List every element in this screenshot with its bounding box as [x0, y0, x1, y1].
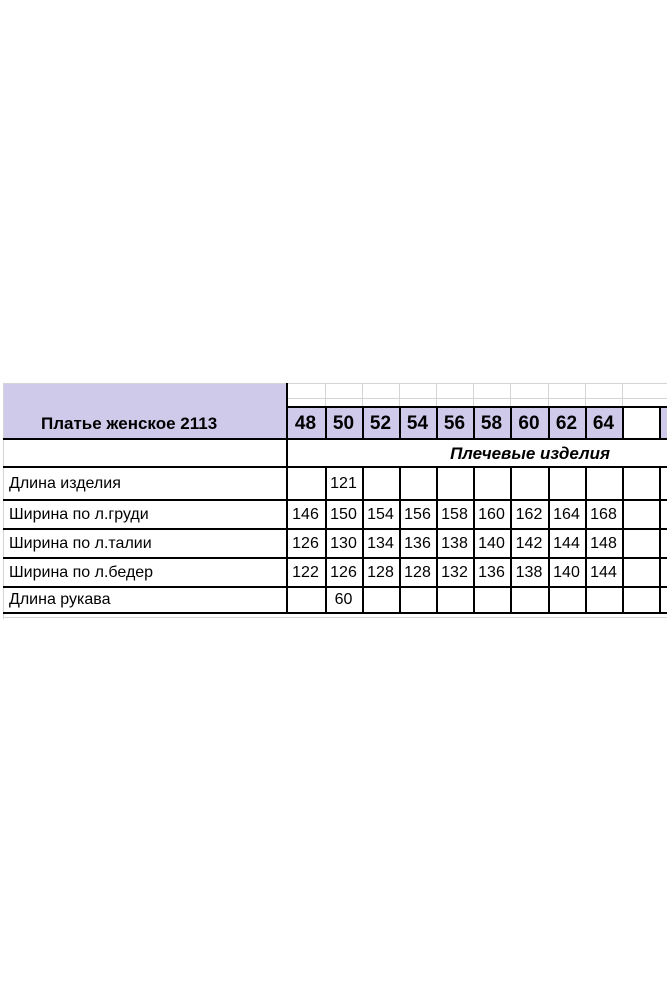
gridline	[622, 383, 623, 408]
border-line	[3, 612, 667, 614]
border-line	[659, 466, 661, 614]
border-line	[473, 466, 475, 614]
size-header-cell: 52	[362, 408, 399, 440]
border-line	[325, 466, 327, 614]
row-label: Ширина по л.груди	[9, 505, 149, 523]
value-cell	[399, 587, 436, 613]
border-line	[286, 406, 667, 408]
value-cell: 138	[515, 563, 543, 581]
value-cell	[362, 587, 399, 613]
gridline	[473, 383, 474, 408]
row-label: Ширина по л.талии	[9, 534, 152, 552]
size-header-cell: 62	[548, 408, 585, 440]
value-cell: 126	[330, 563, 357, 581]
value-cell: 140	[553, 563, 580, 581]
value-cell: 128	[367, 563, 394, 581]
value-cell	[510, 468, 548, 500]
gridline	[3, 383, 667, 384]
value-cell: 126	[292, 534, 319, 552]
border-line	[3, 557, 667, 559]
value-cell	[286, 587, 325, 613]
border-line	[3, 466, 667, 468]
border-line	[3, 586, 667, 588]
border-line	[286, 438, 667, 440]
border-line	[362, 406, 364, 440]
border-line	[585, 466, 587, 614]
value-cell: 134	[367, 534, 394, 552]
value-cell: 144	[553, 534, 580, 552]
value-cell: 156	[404, 505, 431, 523]
value-cell	[286, 468, 325, 500]
border-line	[436, 466, 438, 614]
value-cell	[436, 468, 473, 500]
gridline	[585, 383, 586, 408]
border-line	[325, 406, 327, 440]
row-label: Длина рукава	[9, 591, 111, 608]
value-cell	[399, 468, 436, 500]
size-header-cell: 64	[585, 408, 622, 440]
product-title: Платье женское 2113	[41, 414, 218, 433]
gridline	[510, 383, 511, 408]
size-header-cell: 50	[325, 408, 362, 440]
value-cell: 136	[478, 563, 505, 581]
value-cell	[585, 468, 622, 500]
value-cell	[473, 587, 510, 613]
size-header-cell: 58	[473, 408, 510, 440]
value-cell	[585, 587, 622, 613]
value-cell	[473, 468, 510, 500]
size-header-cell: 56	[436, 408, 473, 440]
value-cell	[548, 587, 585, 613]
value-cell	[548, 468, 585, 500]
border-line	[510, 466, 512, 614]
border-line	[622, 406, 624, 440]
border-line	[510, 406, 512, 440]
value-cell: 164	[553, 505, 580, 523]
gridline	[399, 383, 400, 408]
border-line	[286, 383, 288, 614]
gridline	[436, 383, 437, 408]
value-cell: 132	[441, 563, 468, 581]
value-cell: 158	[441, 505, 468, 523]
value-cell: 140	[478, 534, 505, 552]
row-label: Длина изделия	[9, 475, 121, 492]
value-cell	[436, 587, 473, 613]
value-cell: 150	[330, 505, 357, 523]
gridline	[548, 383, 549, 408]
border-line	[362, 466, 364, 614]
value-cell: 128	[404, 563, 431, 581]
border-line	[436, 406, 438, 440]
value-cell: 60	[334, 591, 353, 608]
border-line	[3, 528, 667, 530]
border-line	[622, 466, 624, 614]
value-cell: 136	[404, 534, 431, 552]
border-line	[585, 406, 587, 440]
border-line	[399, 466, 401, 614]
value-cell: 160	[478, 505, 505, 523]
value-cell: 154	[367, 505, 394, 523]
size-header-cell: 54	[399, 408, 436, 440]
value-cell: 130	[330, 534, 357, 552]
border-line	[473, 406, 475, 440]
value-cell: 148	[590, 534, 617, 552]
border-line	[659, 406, 661, 440]
value-cell	[510, 587, 548, 613]
value-cell: 122	[292, 563, 319, 581]
value-cell: 142	[515, 534, 543, 552]
value-cell: 162	[515, 505, 543, 523]
border-line	[3, 499, 667, 501]
gridline	[3, 383, 4, 619]
row-label: Ширина по л.бедер	[9, 563, 154, 581]
value-cell: 144	[590, 563, 617, 581]
value-cell: 121	[330, 475, 357, 492]
gridline	[362, 383, 363, 408]
gridline	[325, 383, 326, 408]
border-line	[548, 466, 550, 614]
header-empty-cell	[622, 408, 659, 440]
border-line	[548, 406, 550, 440]
border-line	[399, 406, 401, 440]
value-cell: 146	[292, 505, 319, 523]
size-header-cell: 60	[510, 408, 548, 440]
border-line	[3, 438, 286, 440]
header-fill-right	[660, 408, 667, 440]
section-label: Плечевые изделия	[450, 444, 610, 463]
value-cell: 168	[590, 505, 617, 523]
gridline	[286, 398, 667, 399]
gridline	[3, 617, 667, 618]
value-cell	[362, 468, 399, 500]
size-header-cell: 48	[286, 408, 325, 440]
value-cell: 138	[441, 534, 468, 552]
